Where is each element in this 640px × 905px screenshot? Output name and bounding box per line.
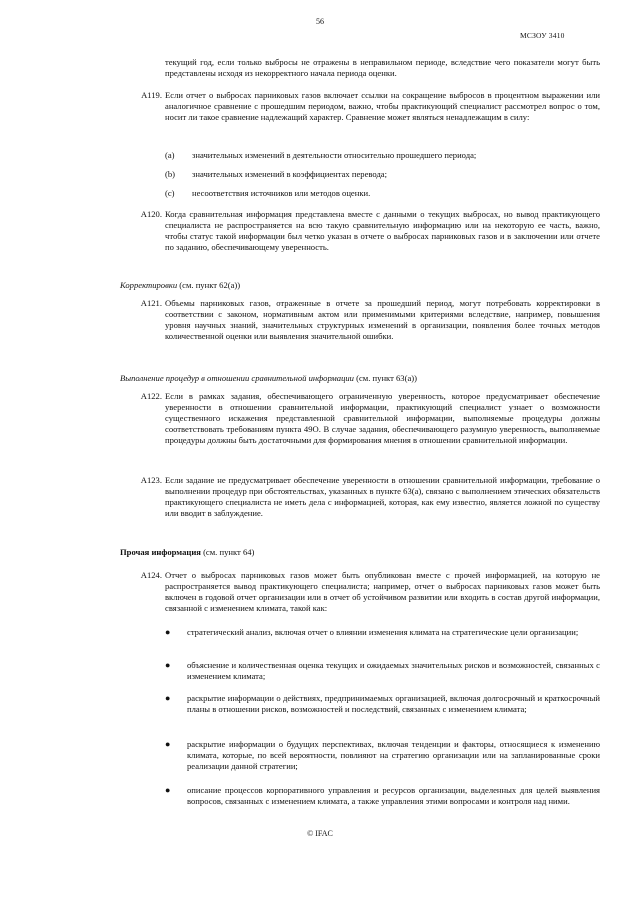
paragraph-number: A123. xyxy=(140,475,162,485)
list-marker: (b) xyxy=(165,169,176,179)
bullet-item xyxy=(165,785,600,807)
paragraph-text: Отчет о выбросах парниковых газов может быть опубликован вместе с прочей информацией, на которую не распространяется вывод практикующего специалиста; например, отчет о выбросах парниковых газов может быть включен в годовой отчет организации или в отчет об устойчивом развитии или входить в состав другой информации, связанной с изменением климата, такой как: xyxy=(165,570,600,613)
heading-italic: Корректировки xyxy=(120,280,178,290)
paragraph-a123 xyxy=(120,475,600,519)
bullet-item xyxy=(165,627,600,638)
paragraph-a122 xyxy=(120,391,600,446)
heading-italic: Выполнение процедур в отношении сравнительной информации xyxy=(120,373,354,383)
paragraph-a119 xyxy=(120,90,600,123)
bullet-icon: ● xyxy=(165,739,171,749)
bullet-icon: ● xyxy=(165,660,171,670)
bullet-icon: ● xyxy=(165,627,171,637)
list-item xyxy=(165,150,600,161)
page-number: 56 xyxy=(316,17,324,26)
list-marker: (c) xyxy=(165,188,175,198)
paragraph-a121 xyxy=(120,298,600,342)
section-heading-other-information xyxy=(120,547,600,558)
bullet-text: раскрытие информации о будущих перспективах, включая тенденции и факторы, относящиеся к изменению климата, которые, по всей вероятности, повлияют на стратегию организации или на запланированные сроки реализации данной стратегии; xyxy=(187,739,600,771)
list-item-text: значительных изменений в коэффициентах перевода; xyxy=(192,169,388,179)
bullet-item xyxy=(165,693,600,715)
paragraph-text: Объемы парниковых газов, отраженные в отчете за прошедший период, могут потребовать корректировки в соответствии с законом, нормативным актом или применимыми критериями вследствие, например, повышения уровня научных знаний, значительных структурных изменений в организации, появления более точных методов количественной оценки или выявления значительной ошибки. xyxy=(165,298,600,341)
bullet-text: стратегический анализ, включая отчет о влиянии изменения климата на стратегические цели организации; xyxy=(187,627,579,637)
footer-copyright: © IFAC xyxy=(307,829,333,838)
section-heading-corrections xyxy=(120,280,600,291)
heading-reference: (см. пункт 64) xyxy=(200,547,255,557)
continuation-paragraph: текущий год, если только выбросы не отражены в неправильном периоде, вследствие чего показатели могут быть представлены исходя из некорректного начала периода оценки. xyxy=(165,57,600,78)
bullet-text: описание процессов корпоративного управления и ресурсов организации, выделенных для целей выявления вопросов, связанных с изменением климата, а также управления этими вопросами и контроля над ними. xyxy=(187,785,600,806)
standard-code: МСЗОУ 3410 xyxy=(520,31,565,40)
list-marker: (a) xyxy=(165,150,175,160)
heading-reference: (см. пункт 63(a)) xyxy=(353,373,417,383)
list-item-text: несоответствия источников или методов оценки. xyxy=(192,188,371,198)
list-item xyxy=(165,188,600,199)
paragraph-number: A124. xyxy=(140,570,162,580)
paragraph-text: Если задание не предусматривает обеспечение уверенности в отношении сравнительной информации, требование о выполнении процедур при обстоятельствах, указанных в пункте 63(a), связано с выполнением этических обязательств практикующего специалиста не иметь дела с информацией, которая, как ему известно, является ложной по существу или вводит в заблуждение. xyxy=(165,475,600,518)
list-item-text: значительных изменений в деятельности относительно прошедшего периода; xyxy=(192,150,477,160)
bullet-icon: ● xyxy=(165,693,171,703)
bullet-text: раскрытие информации о действиях, предпринимаемых организацией, включая долгосрочный и краткосрочный планы в отношении рисков, возможностей и последствий, связанных с изменением климата; xyxy=(187,693,600,714)
heading-bold: Прочая информация xyxy=(120,547,201,557)
section-heading-procedures xyxy=(120,373,600,384)
bullet-icon: ● xyxy=(165,785,171,795)
paragraph-text: Если в рамках задания, обеспечивающего ограниченную уверенность, которое предусматривает обеспечение уверенности в отношении сравнительной информации, практикующий специалист узнает о возможности существенного искажения представленной сравнительной информации, выполняемые процедуры должны соответствовать требованиям пункта 49О. В случае задания, обеспечивающего разумную уверенность, выполняемые процедуры должны быть достаточными для формирования мнения в отношении сравнительной информации. xyxy=(165,391,600,445)
paragraph-a124 xyxy=(120,570,600,614)
paragraph-number: A122. xyxy=(140,391,162,401)
bullet-item xyxy=(165,739,600,772)
list-item xyxy=(165,169,600,180)
paragraph-text: Если отчет о выбросах парниковых газов включает ссылки на сокращение выбросов в процентном выражении или аналогичное сравнение с прошедшим периодом, важно, чтобы практикующий специалист рассмотрел вопрос о том, носит ли такое сравнение надлежащий характер. Сравнение может являться ненадлежащим в силу: xyxy=(165,90,600,122)
paragraph-number: A121. xyxy=(140,298,162,308)
paragraph-text: Когда сравнительная информация представлена вместе с данными о текущих выбросах, но вывод практикующего специалиста не распространяется на всю такую сравнительную информацию или на некоторую ее часть, важно, чтобы статус такой информации был четко указан в отчете о выбросах парниковых газов и в заключении или отчете по заданию, обеспечивающему уверенность. xyxy=(165,209,600,252)
bullet-item xyxy=(165,660,600,682)
paragraph-number: A120. xyxy=(140,209,162,219)
heading-reference: (см. пункт 62(a)) xyxy=(177,280,241,290)
bullet-text: объяснение и количественная оценка текущих и ожидаемых значительных рисков и возможностей, связанных с изменением климата; xyxy=(187,660,600,681)
paragraph-number: A119. xyxy=(141,90,162,100)
paragraph-a120 xyxy=(120,209,600,253)
